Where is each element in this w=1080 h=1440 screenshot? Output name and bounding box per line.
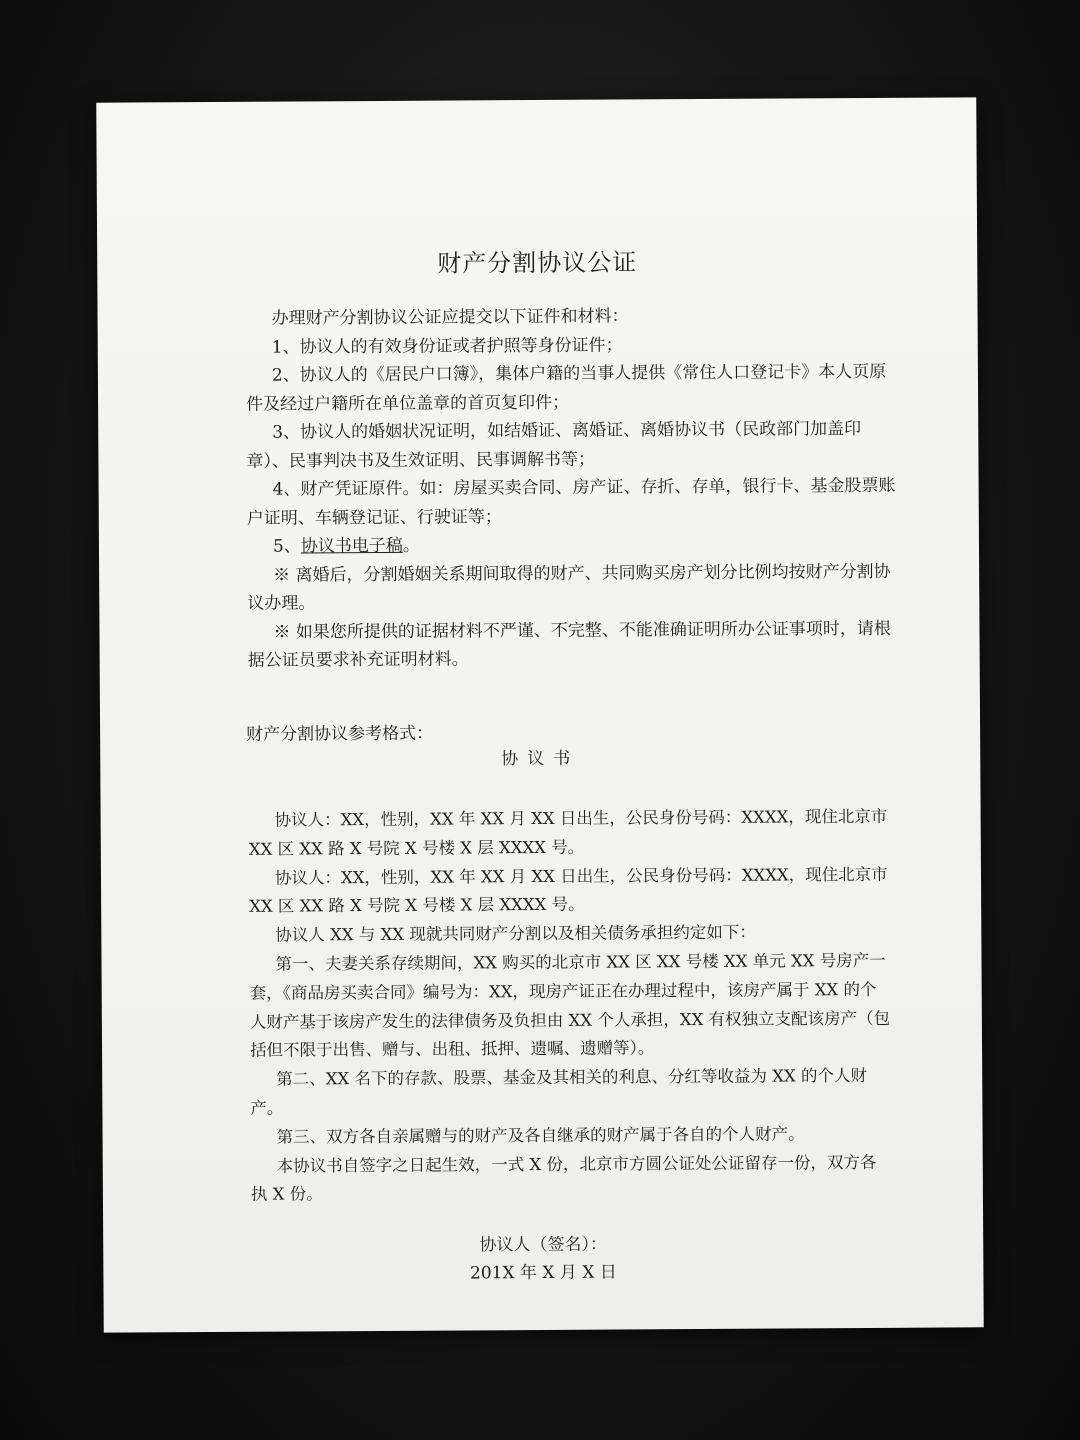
note-divorce: ※ 离婚后，分割婚姻关系期间取得的财产、共同购买房产划分比例均按财产分割协议办理。 <box>247 561 891 614</box>
requirement-item-3: 3、协议人的婚姻状况证明，如结婚证、离婚证、离婚协议书（民政部门加盖印章）、民事判决书及生效证明、民事调解书等； <box>246 419 862 472</box>
agreement-intro: 协议人 XX 与 XX 现就共同财产分割以及相关债务承担约定如下： <box>275 922 756 945</box>
date-line: 201X 年 X 月 X 日 <box>469 1262 617 1284</box>
party-2: 协议人：XX，性别，XX 年 XX 月 XX 日出生，公民身份号码：XXXX，现住北京市 XX 区 XX 路 X 号院 X 号楼 X 层 XXXX 号。 <box>249 864 888 917</box>
signature-line: 协议人（签名）： <box>479 1234 608 1256</box>
item5-underlined-text: 协议书电子稿 <box>300 535 403 557</box>
intro-text: 办理财产分割协议公证应提交以下证件和材料： <box>271 306 629 329</box>
agreement-body <box>249 803 893 1210</box>
requirement-item-4: 4、财产凭证原件。如：房屋买卖合同、房产证、存折、存单，银行卡、基金股票账户证明、车辆登记证、行驶证等； <box>246 475 896 529</box>
clause-2: 第二、XX 名下的存款、股票、基金及其相关的利息、分红等收益为 XX 的个人财产。 <box>250 1066 868 1118</box>
clause-1: 第一、夫妻关系存续期间，XX 购买的北京市 XX 区 XX 号楼 XX 单元 XX 号房产一套，《商品房买卖合同》编号为：XX，现房产证正在办理过程中，该房产属于 XX 的个人财产基于该房产发生的法律债务及负担由 XX 个人承担，XX 有权独立支配该房产（包括但不限于出售、赠与、出租、抵押、遗嘱、遗赠等）。 <box>249 950 891 1061</box>
requirement-item-1: 1、协议人的有效身份证或者护照等身份证件； <box>271 334 623 358</box>
effect-clause: 本协议书自签字之日起生效，一式 X 份，北京市方圆公证处公证留存一份，双方各执 X 份。 <box>250 1152 877 1205</box>
requirement-item-5 <box>247 529 897 561</box>
document-title: 财产分割协议公证 <box>437 248 638 278</box>
requirements-section <box>245 301 897 675</box>
document-page <box>96 97 983 1332</box>
format-label: 财产分割协议参考格式： <box>246 723 434 745</box>
item5-prefix: 5、 <box>272 536 301 557</box>
party-1: 协议人：XX，性别，XX 年 XX 月 XX 日出生，公民身份号码：XXXX，现住北京市 XX 区 XX 路 X 号院 X 号楼 X 层 XXXX 号。 <box>248 806 888 859</box>
item5-suffix: 。 <box>402 535 420 556</box>
clause-3: 第三、双方各自亲属赠与的财产及各自继承的财产属于各自的个人财产。 <box>276 1124 805 1147</box>
requirement-item-2: 2、协议人的《居民户口簿》，集体户籍的当事人提供《常住人口登记卡》本人页原件及经过户籍所在单位盖章的首页复印件； <box>246 361 887 415</box>
note-materials: ※ 如果您所提供的证据材料不严谨、不完整、不能准确证明所办公证事项时，请根据公证员要求补充证明材料。 <box>247 618 891 671</box>
agreement-title: 协议书 <box>501 748 580 770</box>
